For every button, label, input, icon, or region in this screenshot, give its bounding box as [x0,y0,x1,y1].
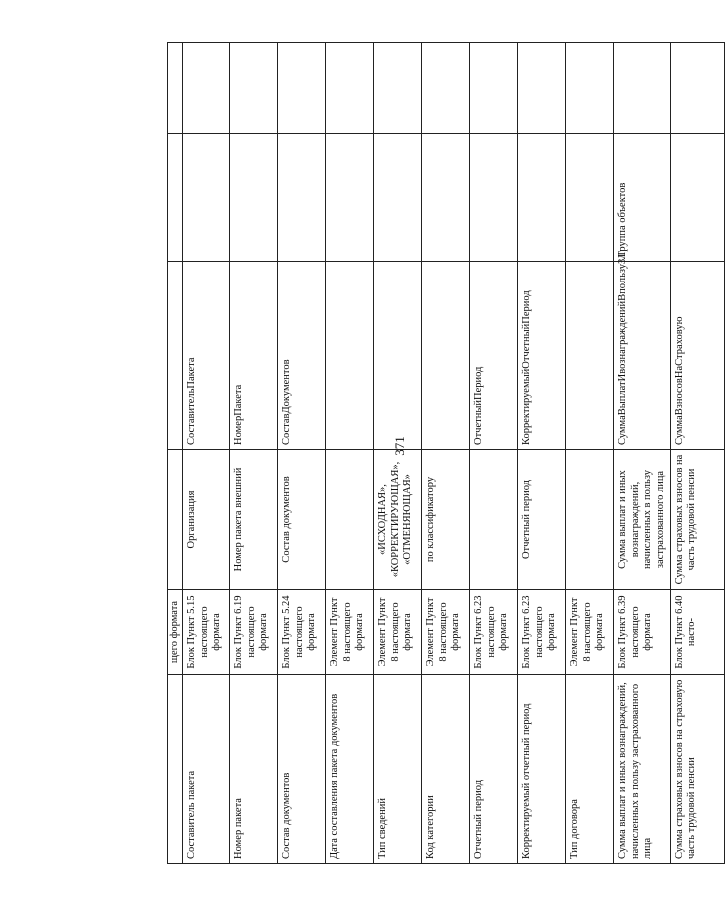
cell-note [230,133,278,261]
cell-tag [422,261,470,449]
table-row [374,42,422,863]
field-table [167,42,725,864]
cell-note [566,133,614,261]
cell-source: Блок Пункт 6.19 настоящего формата [230,589,278,674]
cell-note [168,133,183,261]
cell-description: «ИСХОДНАЯ», «КОРРЕКТИРУЮЩАЯ», «ОТМЕНЯЮЩАЯ» [374,449,422,589]
cell-field: Код категории [422,674,470,863]
cell-note [374,133,422,261]
cell-note [278,133,326,261]
cell-description [470,449,518,589]
cell-source: Элемент Пункт 8 настоящего формата [374,589,422,674]
cell-description: по классификатору [422,449,470,589]
cell-description [168,449,183,589]
cell-source: щего формата [168,589,183,674]
cell-tag: СоставительПакета [183,261,230,449]
cell-note [422,133,470,261]
cell-field: Номер пакета [230,674,278,863]
cell-extra [422,42,470,133]
cell-extra [230,42,278,133]
cell-extra [670,42,724,133]
cell-tag [566,261,614,449]
cell-extra [614,42,671,133]
cell-description: Сумма выплат и иных вознаграждений, начисленных в пользу застрахованного лица [614,449,671,589]
cell-field [168,674,183,863]
cell-description: Состав документов [278,449,326,589]
table-row [670,42,724,863]
cell-source: Элемент Пункт 8 настоящего формата [566,589,614,674]
cell-note [183,133,230,261]
cell-source: Блок Пункт 5.15 настоящего формата [183,589,230,674]
cell-source: Блок Пункт 6.40 насто- [670,589,724,674]
cell-source: Блок Пункт 6.39 настоящего формата [614,589,671,674]
table-row [566,42,614,863]
cell-extra [168,42,183,133]
cell-extra [326,42,374,133]
cell-tag [168,261,183,449]
cell-field: Состав документов [278,674,326,863]
cell-note [518,133,566,261]
table-row [422,42,470,863]
cell-field: Сумма выплат и иных вознаграждений, начисленных в пользу застрахованного лица [614,674,671,863]
cell-tag: СоставДокументов [278,261,326,449]
cell-extra [183,42,230,133]
cell-extra [374,42,422,133]
page-number: 371 [392,436,407,456]
cell-field: Тип договора [566,674,614,863]
cell-source: Блок Пункт 5.24 настоящего формата [278,589,326,674]
cell-tag: СуммаВыплатИвознагражденийВпользуЗЛ [614,261,671,449]
cell-tag: СуммаВзносовНаСтраховую [670,261,724,449]
cell-extra [566,42,614,133]
cell-extra [470,42,518,133]
cell-description: Отчетный период [518,449,566,589]
cell-source: Элемент Пункт 8 настоящего формата [326,589,374,674]
cell-field: Сумма страховых взносов на страховую часть трудовой пенсии [670,674,724,863]
table-row-continuation [168,42,183,863]
cell-description [326,449,374,589]
cell-source: Блок Пункт 6.23 настоящего формата [470,589,518,674]
cell-field: Отчетный период [470,674,518,863]
cell-source: Элемент Пункт 8 настоящего формата [422,589,470,674]
cell-note: Группа объектов [614,133,671,261]
cell-field: Составитель пакета [183,674,230,863]
table-row [326,42,374,863]
cell-description: Номер пакета внешний [230,449,278,589]
cell-tag: ОтчетныйПериод [470,261,518,449]
cell-field: Корректируемый отчетный период [518,674,566,863]
cell-tag [326,261,374,449]
cell-description [566,449,614,589]
cell-tag [374,261,422,449]
table-row [230,42,278,863]
table-row [470,42,518,863]
cell-note [326,133,374,261]
table-row [183,42,230,863]
table-row [614,42,671,863]
cell-field: Дата составления пакета документов [326,674,374,863]
cell-note [670,133,724,261]
cell-description: Сумма страховых взносов на часть трудовой пенсии [670,449,724,589]
cell-tag: НомерПакета [230,261,278,449]
cell-extra [278,42,326,133]
cell-field: Тип сведений [374,674,422,863]
cell-note [470,133,518,261]
cell-description: Организация [183,449,230,589]
cell-extra [518,42,566,133]
cell-tag: КорректируемыйОтчетныйПериод [518,261,566,449]
document-table-rotated [167,43,722,864]
table-row [278,42,326,863]
table-row [518,42,566,863]
cell-source: Блок Пункт 6.23 настоящего формата [518,589,566,674]
